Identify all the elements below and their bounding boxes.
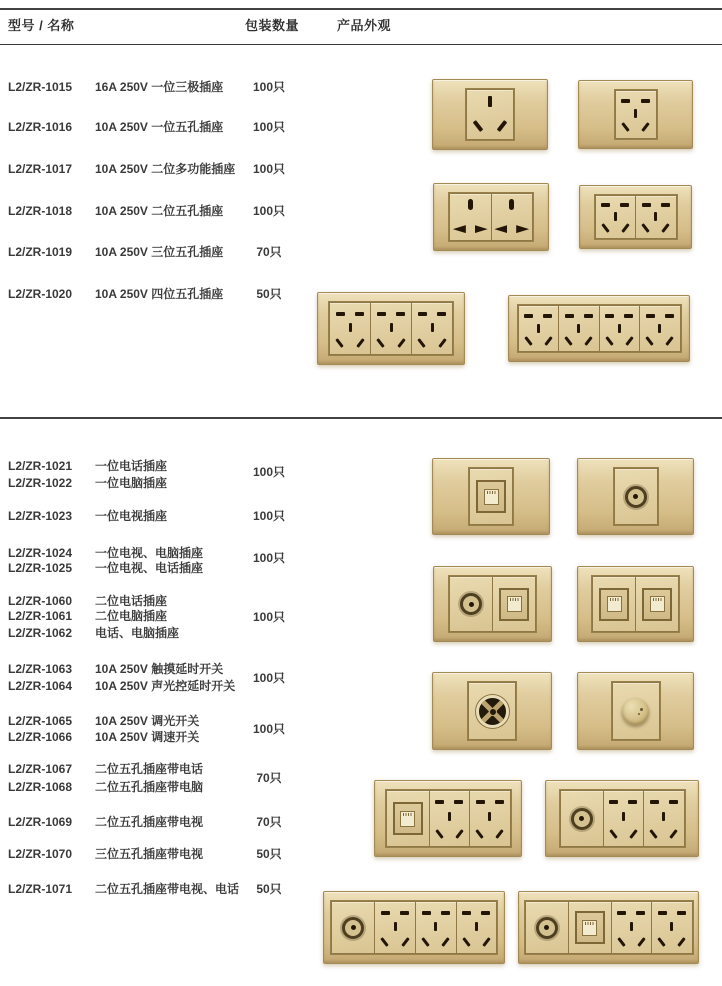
package-quantity: 100只: [252, 671, 286, 685]
product-plate: [518, 891, 699, 964]
product-name: 10A 250V 一位五孔插座: [95, 120, 224, 134]
multifunction-socket-icon: [449, 193, 533, 241]
header-model-name: 型号 / 名称: [8, 18, 75, 33]
product-plate: [432, 672, 552, 750]
product-plate: [508, 295, 690, 362]
plate-frame: [465, 88, 515, 141]
product-plate: [433, 566, 552, 642]
product-name: 16A 250V 一位三极插座: [95, 80, 224, 94]
product-name: 一位电视、电话插座: [95, 561, 204, 575]
double-five-hole-socket-icon: [611, 901, 693, 954]
product-name: 10A 250V 声光控延时开关: [95, 679, 236, 693]
header-product-appearance: 产品外观: [337, 18, 392, 33]
product-plate: [577, 458, 694, 535]
package-quantity: 70只: [256, 245, 282, 259]
product-plate: [577, 566, 694, 642]
product-name: 电话、电脑插座: [95, 626, 180, 640]
product-plate: [374, 780, 522, 857]
five-hole-socket-icon: [411, 302, 453, 355]
model-number: L2/ZR-1070: [8, 847, 73, 861]
package-quantity: 100只: [252, 509, 286, 523]
product-plate: [545, 780, 699, 857]
phone-computer-jack-icon: [635, 576, 679, 632]
package-quantity: 100只: [252, 610, 286, 624]
plate-frame: [468, 467, 514, 526]
product-name: 一位电视插座: [95, 509, 168, 523]
plate-frame: [613, 467, 659, 526]
package-quantity: 100只: [252, 204, 286, 218]
model-number: L2/ZR-1019: [8, 245, 73, 259]
model-number: L2/ZR-1020: [8, 287, 73, 301]
model-number: L2/ZR-1066: [8, 730, 73, 744]
model-number: L2/ZR-1063: [8, 662, 73, 676]
product-name: 10A 250V 二位多功能插座: [95, 162, 236, 176]
double-five-hole-socket-icon: [599, 305, 681, 352]
product-name: 一位电视、电脑插座: [95, 546, 204, 560]
model-number: L2/ZR-1067: [8, 762, 73, 776]
plate-frame: [328, 301, 454, 356]
product-name: 一位电话插座: [95, 459, 168, 473]
package-quantity: 100只: [252, 722, 286, 736]
five-hole-socket-icon: [615, 90, 657, 139]
product-plate: [579, 185, 692, 249]
product-name: 二位五孔插座带电话: [95, 762, 204, 776]
model-number: L2/ZR-1069: [8, 815, 73, 829]
plate-frame: [448, 575, 537, 633]
tv-coax-socket-icon: [614, 468, 658, 525]
product-name: 10A 250V 调光开关: [95, 714, 200, 728]
package-quantity: 100只: [252, 551, 286, 565]
plate-frame: [517, 304, 682, 353]
model-number: L2/ZR-1015: [8, 80, 73, 94]
product-name: 二位五孔插座带电视、电话: [95, 882, 240, 896]
product-plate: [432, 79, 548, 150]
plate-frame: [448, 192, 534, 242]
product-plate: [433, 183, 549, 251]
double-five-hole-socket-icon: [518, 305, 600, 352]
plate-frame: [594, 194, 678, 240]
product-plate: [317, 292, 465, 365]
product-name: 二位电脑插座: [95, 609, 168, 623]
product-name: 10A 250V 二位五孔插座: [95, 204, 224, 218]
package-quantity: 100只: [252, 80, 286, 94]
product-name: 二位电话插座: [95, 594, 168, 608]
product-name: 二位五孔插座带电脑: [95, 780, 204, 794]
product-name: 三位五孔插座带电视: [95, 847, 204, 861]
plate-frame: [614, 89, 658, 140]
model-number: L2/ZR-1061: [8, 609, 73, 623]
phone-computer-jack-icon: [469, 468, 513, 525]
plate-frame: [385, 789, 512, 848]
product-name: 二位五孔插座带电视: [95, 815, 204, 829]
five-hole-socket-icon: [374, 901, 416, 954]
double-five-hole-socket-icon: [415, 901, 497, 954]
model-number: L2/ZR-1065: [8, 714, 73, 728]
package-quantity: 50只: [256, 287, 282, 301]
plate-frame: [611, 681, 661, 741]
phone-computer-jack-icon: [568, 901, 612, 954]
product-name: 10A 250V 四位五孔插座: [95, 287, 224, 301]
plate-frame: [467, 681, 517, 741]
plate-frame: [330, 900, 498, 955]
model-number: L2/ZR-1064: [8, 679, 73, 693]
double-five-hole-socket-icon: [603, 790, 685, 847]
model-number: L2/ZR-1016: [8, 120, 73, 134]
tv-coax-socket-icon: [525, 901, 569, 954]
header-package-quantity: 包装数量: [245, 18, 300, 33]
model-number: L2/ZR-1023: [8, 509, 73, 523]
model-number: L2/ZR-1068: [8, 780, 73, 794]
product-plate: [577, 672, 694, 750]
package-quantity: 70只: [256, 815, 282, 829]
phone-computer-jack-icon: [592, 576, 636, 632]
plate-frame: [559, 789, 686, 848]
touch-delay-switch-icon: [468, 682, 516, 740]
tv-coax-socket-icon: [560, 790, 604, 847]
model-number: L2/ZR-1025: [8, 561, 73, 575]
three-pin-socket-icon: [466, 89, 514, 140]
double-five-hole-socket-icon: [595, 195, 677, 239]
package-quantity: 100只: [252, 162, 286, 176]
five-hole-socket-icon: [329, 302, 371, 355]
model-number: L2/ZR-1021: [8, 459, 73, 473]
phone-computer-jack-icon: [492, 576, 536, 632]
product-plate: [578, 80, 693, 149]
model-number: L2/ZR-1071: [8, 882, 73, 896]
package-quantity: 100只: [252, 465, 286, 479]
model-number: L2/ZR-1017: [8, 162, 73, 176]
model-number: L2/ZR-1022: [8, 476, 73, 490]
phone-computer-jack-icon: [386, 790, 430, 847]
tv-coax-socket-icon: [331, 901, 375, 954]
product-name: 一位电脑插座: [95, 476, 168, 490]
product-plate: [323, 891, 505, 964]
package-quantity: 50只: [256, 847, 282, 861]
model-number: L2/ZR-1024: [8, 546, 73, 560]
product-name: 10A 250V 调速开关: [95, 730, 200, 744]
five-hole-socket-icon: [370, 302, 412, 355]
plate-frame: [591, 575, 680, 633]
package-quantity: 100只: [252, 120, 286, 134]
package-quantity: 70只: [256, 771, 282, 785]
double-five-hole-socket-icon: [429, 790, 511, 847]
plate-frame: [524, 900, 694, 955]
product-plate: [432, 458, 550, 535]
dimmer-knob-icon: [612, 682, 660, 740]
package-quantity: 50只: [256, 882, 282, 896]
tv-coax-socket-icon: [449, 576, 493, 632]
model-number: L2/ZR-1060: [8, 594, 73, 608]
product-name: 10A 250V 三位五孔插座: [95, 245, 224, 259]
model-number: L2/ZR-1018: [8, 204, 73, 218]
product-name: 10A 250V 触摸延时开关: [95, 662, 224, 676]
model-number: L2/ZR-1062: [8, 626, 73, 640]
